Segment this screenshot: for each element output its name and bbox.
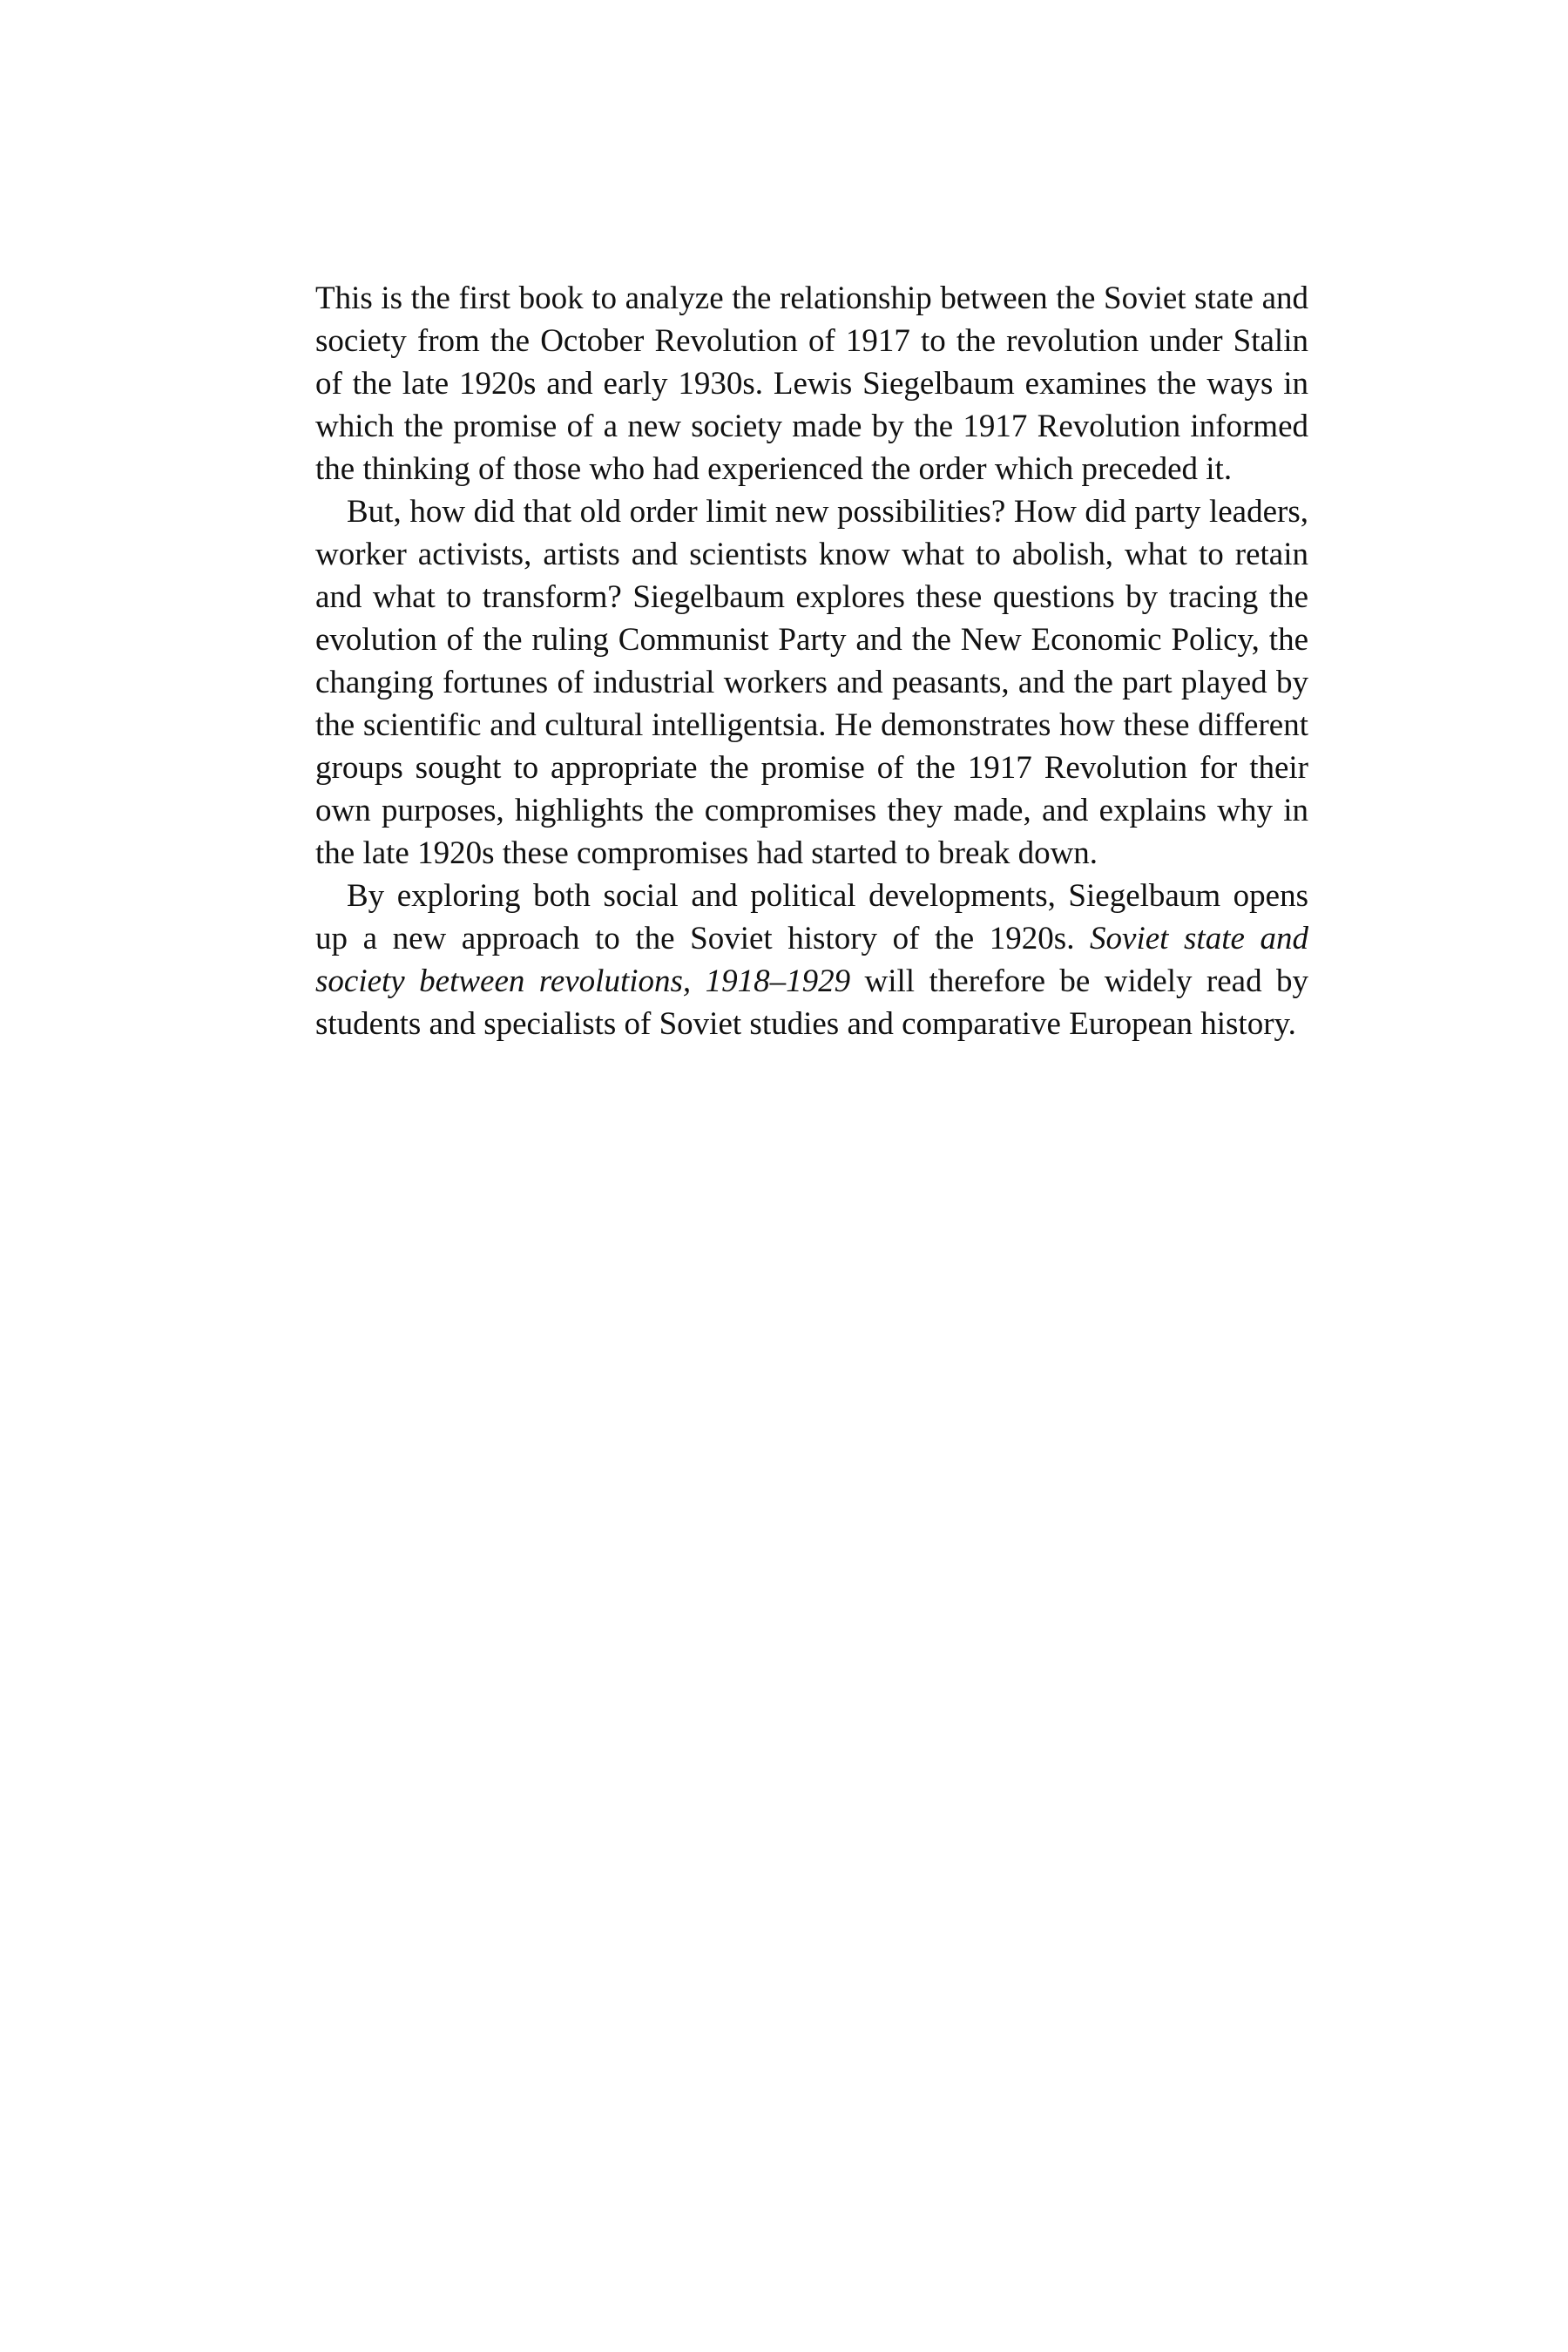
paragraph-1: This is the first book to analyze the relationship between the Soviet state and society from the October Revolution of 1917 to the revolution under Stalin of the late 1920s and early 1930s. Lewis Siegelbaum examines the ways in which the promise of a new society made by the 1917 Revolution informed the thinking of those who had experienced the order which preceded it.: [315, 280, 1308, 487]
book-description: [315, 277, 1308, 1045]
paragraph-3: [315, 875, 1308, 1045]
book-title: Soviet state and society between revolutions, 1918–1929: [315, 921, 1308, 999]
paragraph-3-lead: By exploring both social and political developments, Siegelbaum opens up a new approach to the Soviet history of the 1920s.: [315, 878, 1308, 956]
paragraph-3-tail: will therefore be widely read by students and specialists of Soviet studies and comparative European history.: [315, 963, 1308, 1042]
paragraph-2: But, how did that old order limit new possibilities? How did party leaders, worker activists, artists and scientists know what to abolish, what to retain and what to transform? Siegelbaum explores these questions by tracing the evolution of the ruling Communist Party and the New Economic Policy, the changing fortunes of industrial workers and peasants, and the part played by the scientific and cultural intelligentsia. He demonstrates how these different groups sought to appropriate the promise of the 1917 Revolution for their own purposes, highlights the compromises they made, and explains why in the late 1920s these compromises had started to break down.: [315, 494, 1308, 871]
